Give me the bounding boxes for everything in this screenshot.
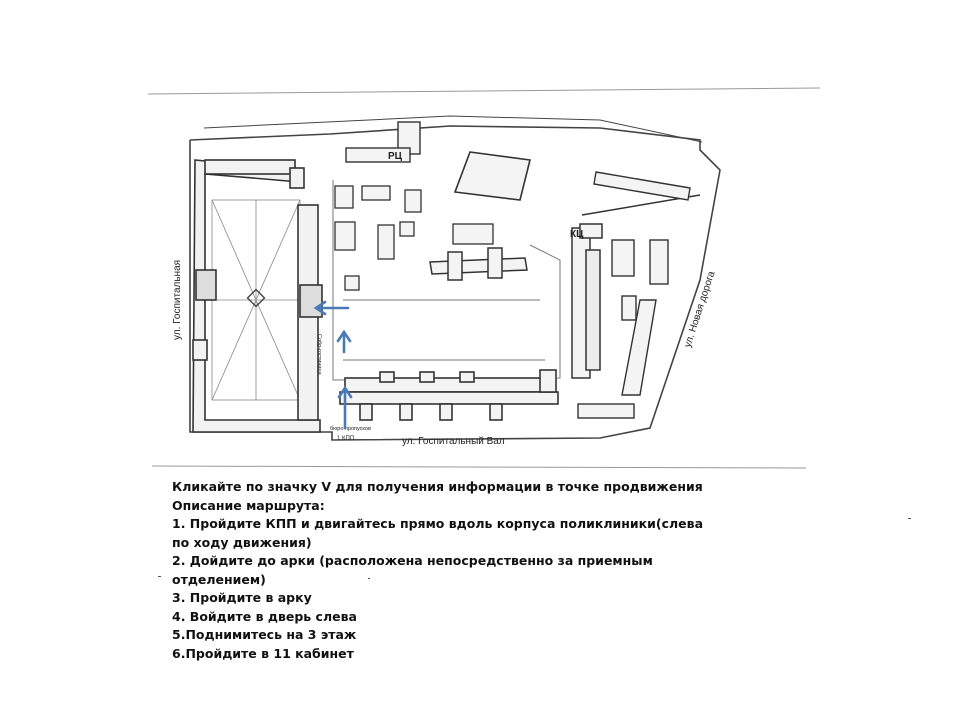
- scan-mark: [368, 578, 370, 579]
- long-middle-building: [430, 248, 527, 280]
- route-instructions: [172, 478, 704, 663]
- step-5: 5.Поднимитесь на 3 этаж: [172, 627, 357, 642]
- step-1-line-2: по ходу движения): [172, 534, 312, 550]
- click-hint: Кликайте по значку V для получения информации в точке продвижения: [172, 479, 703, 494]
- step-2-line-2: отделением): [172, 571, 266, 587]
- label-street-hospital-val: ул. Госпитальный Вал: [402, 436, 505, 447]
- label-kpp: 1 КПП: [337, 436, 355, 442]
- label-building-text: Собр-гостиница: [316, 334, 322, 375]
- step-3: 3. Пройдите в арку: [172, 590, 312, 605]
- map-top-border: [148, 88, 820, 94]
- inner-courtyard: [333, 180, 560, 380]
- central-block-building: [455, 152, 530, 200]
- route-arrow-arch: [316, 302, 348, 314]
- small-buildings: [335, 186, 493, 290]
- step-1-line-1: 1. Пройдите КПП и двигайтесь прямо вдоль корпуса поликлиники(слева: [172, 516, 704, 531]
- route-title: Описание маршрута:: [172, 497, 325, 513]
- route-arrow-kpp: [339, 388, 351, 428]
- label-kc: КЦ: [570, 229, 584, 240]
- step-6: 6.Пройдите в 11 кабинет: [172, 645, 354, 661]
- polyclinic-building: [340, 370, 558, 420]
- step-2-line-1: 2. Дойдите до арки (расположена непосредственно за приемным: [172, 553, 653, 568]
- label-street-hospital: ул. Госпитальная: [172, 259, 183, 340]
- left-park: [212, 200, 300, 400]
- rc-building: [346, 122, 420, 162]
- step-4: 4. Войдите в дверь слева: [172, 608, 357, 624]
- scan-mark: [158, 576, 161, 577]
- map-bottom-border: [152, 466, 806, 468]
- label-rc: РЦ: [388, 151, 402, 162]
- route-arrow-polyclinic: [338, 332, 350, 352]
- scan-mark: [908, 518, 911, 519]
- label-pass-bureau: бюро пропусков: [330, 426, 371, 432]
- label-street-new-road: ул. Новая дорога: [682, 269, 718, 349]
